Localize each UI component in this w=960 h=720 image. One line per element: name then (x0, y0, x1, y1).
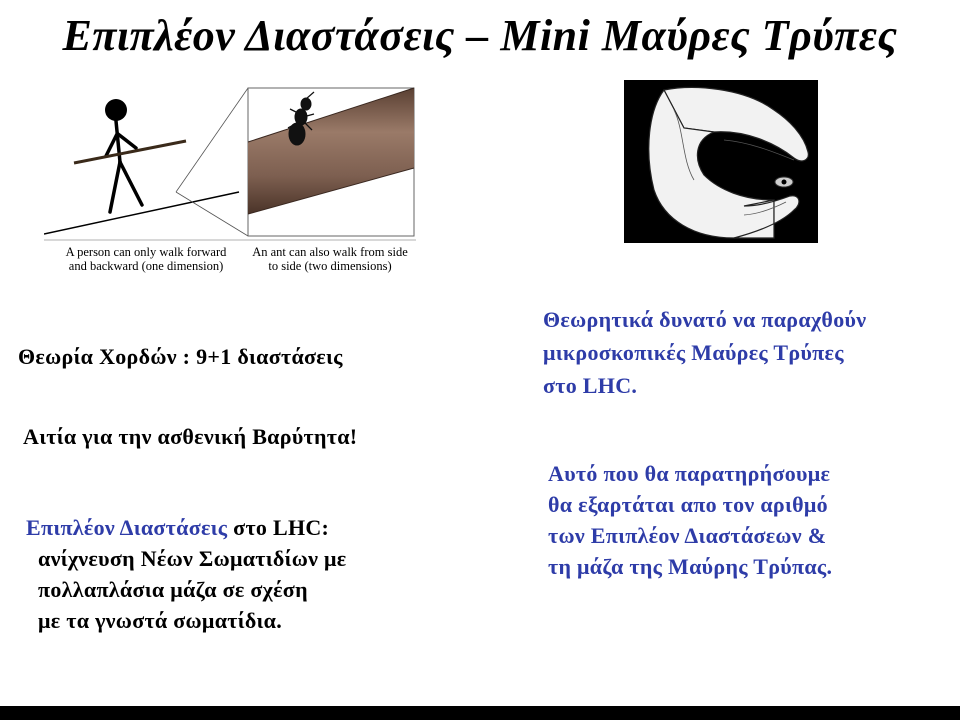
observe-line-3: των Επιπλέον Διαστάσεων (548, 523, 802, 548)
lhc-black-holes-block (543, 303, 866, 402)
extra-dimensions-line-2: πολλαπλάσια μάζα σε σχέση (38, 577, 308, 602)
extra-dimensions-highlight: Επιπλέον Διαστάσεις (26, 515, 228, 540)
extra-dimensions-block (26, 512, 347, 636)
extra-dimensions-heading (26, 512, 347, 543)
observe-line-3-wrap (548, 520, 832, 551)
lhc-line-2: μικροσκοπικές Μαύρες Τρύπες (543, 340, 844, 365)
observation-block (548, 458, 832, 582)
observe-ampersand: & (807, 523, 827, 548)
caption-left-line1: A person can only walk forward (65, 245, 227, 259)
black-hole-icon (775, 177, 793, 187)
lhc-line-3: στο LHC. (543, 373, 638, 398)
extra-dimensions-line-1: ανίχνευση Νέων Σωματιδίων με (38, 546, 347, 571)
string-theory-dimensions: Θεωρία Χορδών : 9+1 διαστάσεις (18, 344, 343, 369)
dimensions-illustration (44, 84, 416, 280)
extra-dimensions-line-3: με τα γνωστά σωματίδια. (38, 608, 283, 633)
observe-line-4: τη μάζα της Μαύρης Τρύπας. (548, 554, 833, 579)
observe-line-2: θα εξαρτάται απο τον αριθμό (548, 492, 828, 517)
extra-dimensions-lhc: στο LHC: (227, 515, 330, 540)
observe-line-1: Αυτό που θα παρατηρήσουμε (548, 461, 831, 486)
caption-right-line2: to side (two dimensions) (268, 259, 392, 273)
caption-right-line1: An ant can also walk from side (252, 245, 408, 259)
lhc-line-1: Θεωρητικά δυνατό να παραχθούν (543, 307, 867, 332)
weak-gravity-reason: Αιτία για την ασθενική Βαρύτητα! (23, 424, 358, 449)
hand-holding-black-hole-illustration (624, 80, 818, 243)
caption-left-line2: and backward (one dimension) (68, 259, 224, 273)
slide-title: Επιπλέον Διαστάσεις – Mini Μαύρες Τρύπες (62, 11, 898, 60)
